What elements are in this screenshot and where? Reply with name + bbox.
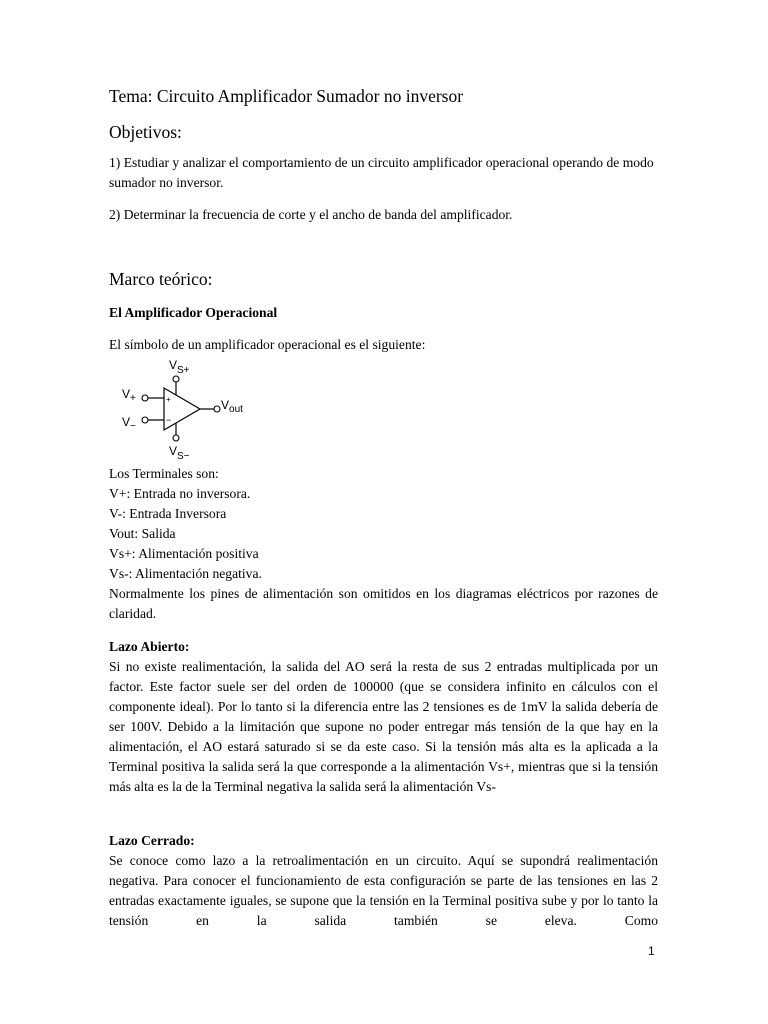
terminals-heading: Los Terminales son: [109,466,219,481]
terminal-item: V+: Entrada no inversora. [109,486,251,501]
vout-label: $V_{out}$ [221,398,243,415]
vs-minus-terminal [173,435,179,441]
closed-loop-text: Se conoce como lazo a la retroalimentación en un circuito. Aquí se supondrá realimentación negativa. Para conocer el funcionamiento de esta configuración se parte de las tensiones en las 2 entradas exactamente iguales, se supone que la tensión en la Terminal positiva sube y por lo tanto la tensión en la salida también se eleva. Como [109,853,658,928]
terminals-list [109,464,658,584]
vs-plus-label: $V_{S+}$ [169,358,190,376]
v-minus-terminal [142,417,148,423]
opamp-symbol-diagram [108,358,268,462]
page-title: Tema: Circuito Amplificador Sumador no inversor [109,86,464,106]
page-number: 1 [648,944,655,958]
open-loop-text: Si no existe realimentación, la salida del AO será la resta de sus 2 entradas multiplicada por un factor. Este factor suele ser del orden de 100000 (que se considera infinito en cálculos con el componente ideal). Por lo tanto si la diferencia entre las 2 tensiones es de 1mV la salida debería de ser 100V. Debido a la limitación que supone no poder entregar más tensión de la que hay en la alimentación, el AO estará saturado si se da este caso. Si la tensión más alta es la aplicada a la Terminal positiva la salida será la que corresponde a la alimentación Vs+, mientras que si la tensión más alta es la de la Terminal negativa la salida será la alimentación Vs- [109,659,658,794]
terminal-item: Vout: Salida [109,526,176,541]
v-plus-label: $V_+$ [122,387,136,404]
v-minus-label: $V_-$ [122,415,136,432]
theory-heading: Marco teórico: [109,269,213,289]
objective-2: 2) Determinar la frecuencia de corte y el ancho de banda del amplificador. [109,207,513,222]
terminal-item: V-: Entrada Inversora [109,506,227,521]
objective-1: 1) Estudiar y analizar el comportamiento de un circuito amplificador operacional operando de modo sumador no inversor. [109,155,654,190]
plus-sign: + [166,395,171,404]
objectives-heading: Objetivos: [109,122,182,142]
v-plus-terminal [142,395,148,401]
vout-terminal [214,406,220,412]
opamp-heading: El Amplificador Operacional [109,305,278,320]
terminals-note: Normalmente los pines de alimentación son omitidos en los diagramas eléctricos por razones de claridad. [109,586,658,621]
symbol-intro: El símbolo de un amplificador operacional es el siguiente: [109,337,426,352]
terminal-item: Vs-: Alimentación negativa. [109,566,262,581]
vs-minus-label: $V_{S-}$ [169,444,190,462]
terminal-item: Vs+: Alimentación positiva [109,546,259,561]
closed-loop-heading: Lazo Cerrado: [109,833,195,848]
minus-sign: − [166,415,172,425]
open-loop-heading: Lazo Abierto: [109,639,190,654]
vs-plus-terminal [173,376,179,382]
